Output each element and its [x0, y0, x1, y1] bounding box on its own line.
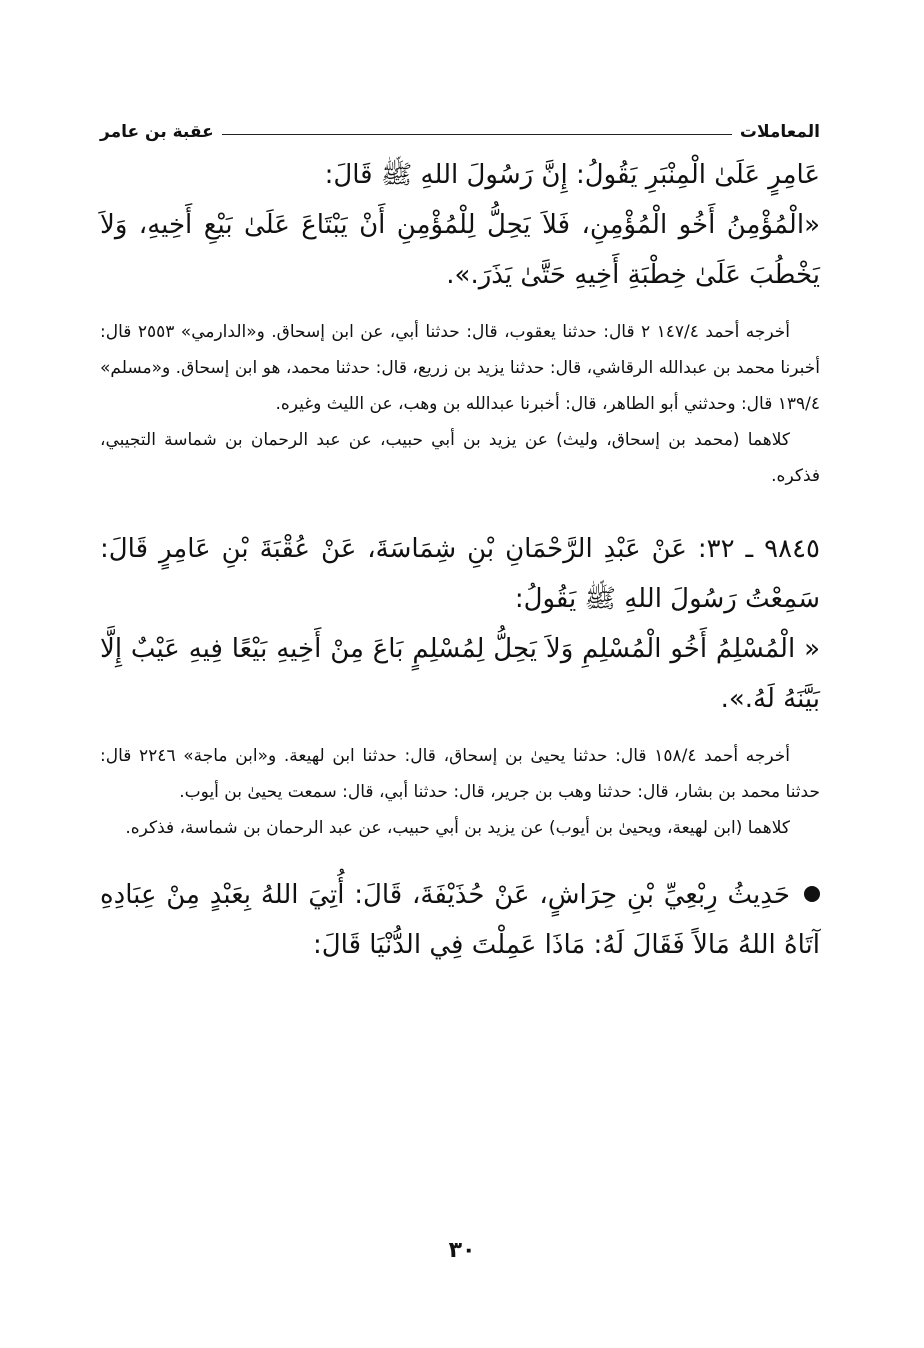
- hadith-heading-text: حَدِيثُ رِبْعِيِّ بْنِ حِرَاشٍ، عَنْ حُذَيْفَةَ، قَالَ: أُتِيَ اللهُ بِعَبْدٍ مِنْ عِبَادِهِ آتَاهُ اللهُ مَالاً فَقَالَ لَهُ: مَاذَا عَمِلْتَ فِي الدُّنْيَا قَالَ:: [100, 880, 820, 960]
- page-body: [100, 150, 820, 970]
- hadith-text: «الْمُؤْمِنُ أَخُو الْمُؤْمِنِ، فَلاَ يَحِلُّ لِلْمُؤْمِنِ أَنْ يَبْتَاعَ عَلَىٰ بَيْعِ أَخِيهِ، وَلاَ يَخْطُبَ عَلَىٰ خِطْبَةِ أَخِيهِ حَتَّىٰ يَذَرَ.».: [100, 210, 820, 290]
- spacer: [100, 846, 820, 870]
- takhrij-paragraph: أخرجه أحمد ١٤٧/٤ ٢ قال: حدثنا يعقوب، قال: حدثنا أبي، عن ابن إسحاق. و«الدارمي» ٢٥٥٣ قال: أخبرنا محمد بن عبدالله الرقاشي، قال: حدثنا يزيد بن زريع، قال: حدثنا محمد، هو ابن إسحاق. و«مسلم» ١٣٩/٤ قال: وحدثني أبو الطاهر، قال: أخبرنا عبدالله بن وهب، عن الليث وغيره.: [100, 322, 820, 414]
- takhrij-paragraph: كلاهما (محمد بن إسحاق، وليث) عن يزيد بن أبي حبيب، عن عبد الرحمان بن شماسة التجيبي، فذكره.: [100, 430, 820, 486]
- header-chapter-title: المعاملات: [739, 122, 820, 142]
- spacer: [100, 300, 820, 314]
- hadith-text: « الْمُسْلِمُ أَخُو الْمُسْلِمِ وَلاَ يَحِلُّ لِمُسْلِمٍ بَاعَ مِنْ أَخِيهِ بَيْعًا فِيهِ عَيْبٌ إِلَّا بَيَّنَهُ لَهُ.».: [100, 634, 820, 714]
- bullet-icon: [804, 886, 820, 902]
- hadith-heading: [100, 870, 820, 970]
- hadith-block-3: [100, 870, 820, 970]
- page-number: ٣٠: [448, 1238, 476, 1263]
- hadith-intro: عَامِرٍ عَلَىٰ الْمِنْبَرِ يَقُولُ: إِنَّ رَسُولَ اللهِ ﷺ قَالَ:: [324, 160, 820, 190]
- header-companion-name: عقبة بن عامر: [100, 122, 214, 142]
- hadith-block-2: [100, 524, 820, 846]
- spacer: [100, 724, 820, 738]
- takhrij-paragraph: أخرجه أحمد ١٥٨/٤ قال: حدثنا يحيىٰ بن إسحاق، قال: حدثنا ابن لهيعة. و«ابن ماجة» ٢٢٤٦ قال: حدثنا محمد بن بشار، قال: حدثنا وهب بن جرير، قال: حدثنا أبي، قال: سمعت يحيىٰ بن أيوب.: [100, 746, 820, 802]
- spacer: [100, 494, 820, 524]
- header-rule: [222, 134, 732, 135]
- hadith-intro: ٩٨٤٥ ـ ٣٢: عَنْ عَبْدِ الرَّحْمَانِ بْنِ شِمَاسَةَ، عَنْ عُقْبَةَ بْنِ عَامِرٍ قَالَ: سَمِعْتُ رَسُولَ اللهِ ﷺ يَقُولُ:: [100, 534, 820, 614]
- takhrij-paragraph: كلاهما (ابن لهيعة، ويحيىٰ بن أيوب) عن يزيد بن أبي حبيب، عن عبد الرحمان بن شماسة، فذكره.: [125, 818, 790, 838]
- running-header: [100, 118, 820, 146]
- hadith-block-1: [100, 150, 820, 494]
